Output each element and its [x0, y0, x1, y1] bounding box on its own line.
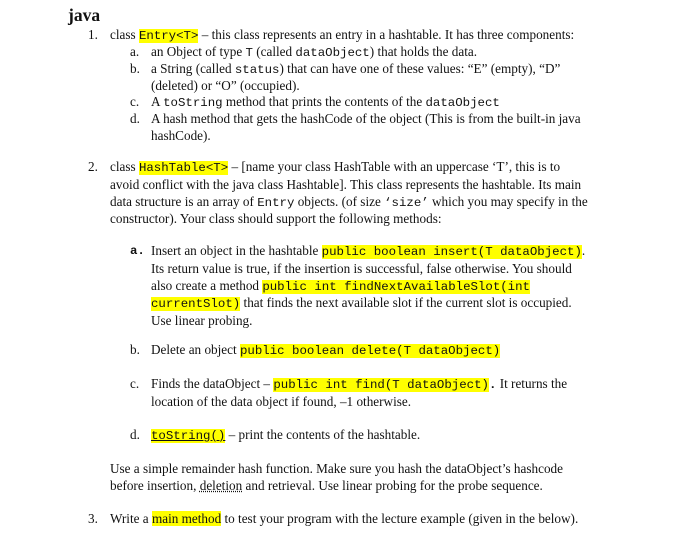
item-number: 1.	[88, 27, 98, 42]
class-name-code: Entry<T>	[138, 29, 199, 43]
class-name-code: HashTable<T>	[138, 161, 229, 175]
item-number: 3.	[88, 511, 98, 526]
item-number: 2.	[88, 159, 98, 174]
find-next-slot-code: public int findNextAvailableSlot(int	[262, 279, 530, 294]
item-text: class Entry<T> – this class represents an entry in a hashtable. It has three components:	[110, 27, 575, 43]
page-title: java	[68, 5, 101, 25]
find-method-code: public int find(T dataObject)	[273, 378, 489, 392]
main-method-highlight: main method	[151, 511, 222, 526]
delete-method-code: public boolean delete(T dataObject)	[239, 344, 501, 358]
item-text: Write a main method to test your program with the lecture example (given in the below).	[110, 511, 579, 526]
insert-method-code: public boolean insert(T dataObject)	[321, 245, 582, 259]
document-page: java 1. class Entry<T> – this class represents an entry in a hashtable. It has three components: a. an Object of type T (called dataObject) that holds the data. b. a String (called status) that can have one of these values: “E” (empty), “D” (deleted) or “O” (occupied). c. A toString method that prints the contents of the dataObject d. A hash method that gets the hashCode of the object (This is from the built-in java hashCode). 2. class HashTable<T> – [name your class HashTable with an uppercase ‘T’, this is to avoid conflict with the java class Hashtable]. This class represents the hashtable. Its main data structure is an array of Entry objects. (of size ‘size’ which you may specify in the constructor). Your class should support the following methods: a. Insert an object in the hashtable public boolean insert(T dataObject). Its return value is true, if the insertion is successful, false otherwise. You should also create a method public int findNextAvailableSlot(int currentSlot) that finds the next available slot if the current slot is occupied. Use linear probing. b. Delete an object public boolean delete(T dataObject) c. Finds the dataObject – public int find(T dataObject). It returns the location of the data object if found, –1 otherwise. d. toString() – print the contents of the hashtable. Use a simple remainder hash function. Make sure you hash the dataObject’s hashcode before insertion, deletion and retrieval. Use linear probing for the probe sequence. 3. Write a main method to test your program with the lecture example (given in the below).	[0, 0, 676, 549]
item-text: class HashTable<T> – [name your class HashTable with an uppercase ‘T’, this is to avoid conflict with the java class Hashtable]. This class represents the hashtable. Its main data structure is an array of Entry objects. (of size ‘size’ which you may specify in the constructor). Your class should support the following methods:	[110, 159, 588, 227]
tostring-method-code: toString()	[151, 429, 226, 443]
hash-function-paragraph: Use a simple remainder hash function. Make sure you hash the dataObject’s hashcode before insertion, deletion and retrieval. Use linear probing for the probe sequence.	[110, 461, 563, 493]
